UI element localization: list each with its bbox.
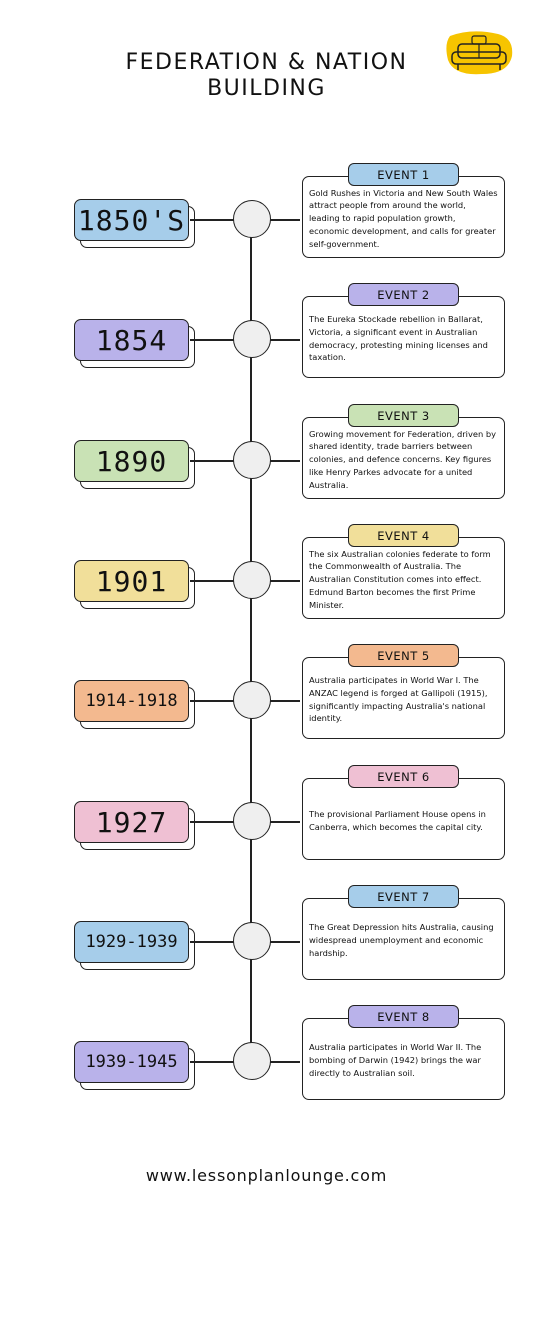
sofa-logo-icon [442, 30, 516, 80]
event-description: Australia participates in World War I. The ANZAC legend is forged at Gallipoli (1915), significantly impacting Australia's national identity. [309, 674, 488, 724]
timeline-row-5 [0, 640, 533, 760]
event-description: The Great Depression hits Australia, causing widespread unemployment and economic hardship. [309, 922, 494, 958]
event-description: The Eureka Stockade rebellion in Ballarat, Victoria, a significant event in Australian democracy, protesting mining licenses and taxation. [309, 313, 488, 363]
event-label: EVENT 3 [348, 404, 459, 427]
year-box: 1901 [74, 560, 189, 602]
event-label: EVENT 1 [348, 163, 459, 186]
timeline-node [233, 320, 271, 358]
timeline-row-6 [0, 761, 533, 881]
event-label: EVENT 6 [348, 765, 459, 788]
event-description: Australia participates in World War II. The bombing of Darwin (1942) brings the war directly to Australian soil. [309, 1042, 482, 1078]
timeline-row-4 [0, 520, 533, 640]
event-description-box [302, 296, 505, 378]
event-description-box [302, 898, 505, 980]
website-url[interactable]: www.lessonplanlounge.com [145, 1166, 388, 1185]
event-description-box [302, 537, 505, 619]
timeline-row-7 [0, 881, 533, 1001]
event-label: EVENT 8 [348, 1005, 459, 1028]
year-box: 1929-1939 [74, 921, 189, 963]
year-box: 1914-1918 [74, 680, 189, 722]
year-box: 1939-1945 [74, 1041, 189, 1083]
event-description-box [302, 1018, 505, 1100]
year-box: 1927 [74, 801, 189, 843]
event-description: The provisional Parliament House opens in Canberra, which becomes the capital city. [309, 808, 486, 832]
timeline-node [233, 200, 271, 238]
timeline-node [233, 681, 271, 719]
event-label: EVENT 4 [348, 524, 459, 547]
timeline-node [233, 802, 271, 840]
timeline-node [233, 441, 271, 479]
event-label: EVENT 5 [348, 644, 459, 667]
event-description-box [302, 657, 505, 739]
event-description: The six Australian colonies federate to form the Commonwealth of Australia. The Australian Constitution comes into effect. Edmund Barton becomes the first Prime Minister. [309, 548, 491, 610]
title-line-1: FEDERATION & NATION [125, 50, 408, 75]
timeline-row-3 [0, 400, 533, 520]
timeline-node [233, 1042, 271, 1080]
event-description: Gold Rushes in Victoria and New South Wales attract people from around the world, leading to rapid population growth, economic development, and calls for greater self-government. [309, 187, 498, 249]
timeline-node [233, 561, 271, 599]
event-description-box [302, 176, 505, 258]
event-label: EVENT 2 [348, 283, 459, 306]
year-box: 1854 [74, 319, 189, 361]
title-line-2: BUILDING [207, 76, 326, 101]
timeline-row-8 [0, 1001, 533, 1121]
year-box: 1850'S [74, 199, 189, 241]
event-description-box [302, 417, 505, 499]
event-description: Growing movement for Federation, driven by shared identity, trade barriers between colonies, and defence concerns. Key figures like Henry Parkes advocate for a united Australia. [309, 428, 497, 490]
timeline-row-2 [0, 279, 533, 399]
timeline-row-1 [0, 159, 533, 279]
event-label: EVENT 7 [348, 885, 459, 908]
year-box: 1890 [74, 440, 189, 482]
event-description-box [302, 778, 505, 860]
timeline-node [233, 922, 271, 960]
